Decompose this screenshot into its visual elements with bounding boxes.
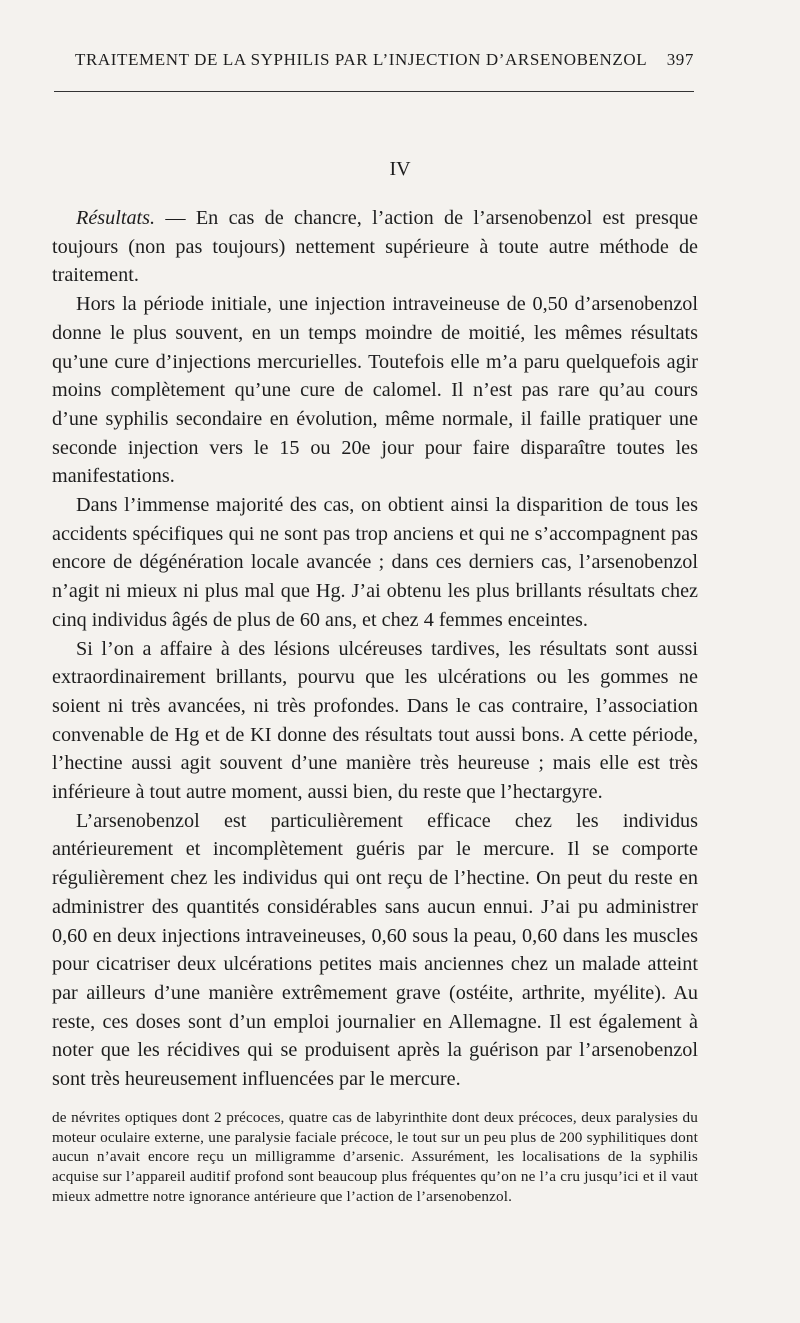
paragraph-late-lesions: Si l’on a affaire à des lésions ulcéreuses tardives, les résultats sont aussi extraordinairement brillants, pourvu que les ulcérations ou les gommes ne soient ni très avancées, ni très profondes. Dans le cas contraire, l’association convenable de Hg et de KI donne des résultats tout aussi bons. A cette période, l’hectine aussi agit souvent d’une manière très heureuse ; mais elle est très inférieure à tout autre moment, aussi bien, du reste que l’hectargyre. [52,637,698,804]
header-rule [54,91,694,92]
footnote [52,1108,698,1207]
section-number: IV [389,158,411,180]
footnote-text: de névrites optiques dont 2 précoces, quatre cas de labyrinthite dont deux précoces, deux paralysies du moteur oculaire externe, une paralysie faciale précoce, le tout sur un peu plus de 200 syphilitiques dont aucun n’avait encore reçu un milligramme d’arsenic. Assurément, les localisations de la syphilis acquise sur l’appareil auditif profond sont beaucoup plus fréquentes qu’on ne l’a cru jusqu’ici et il vaut mieux admettre notre ignorance antérieure que l’action de l’arsenobenzol. [52,1109,698,1205]
paragraph-majority: Dans l’immense majorité des cas, on obtient ainsi la disparition de tous les accidents spécifiques qui ne sont pas trop anciens et qui ne s’accompagnent pas encore de dégénération locale avancée ; dans ces derniers cas, l’arsenobenzol n’agit ni mieux ni plus mal que Hg. J’ai obtenu les plus brillants résultats chez cinq individus âgés de plus de 60 ans, et chez 4 femmes enceintes. [52,494,698,631]
paragraph-results [52,204,698,290]
paragraph-results-text: — En cas de chancre, l’action de l’arsenobenzol est presque toujours (non pas toujours) nettement supérieure à toute autre méthode de traitement. [52,207,698,287]
paragraph-initial-period: Hors la période initiale, une injection intraveineuse de 0,50 d’arsenobenzol donne le plus souvent, en un temps moindre de moitié, les mêmes résultats qu’une cure d’injections mercurielles. Toutefois elle m’a paru quelquefois agir moins complètement qu’une cure de calomel. Il n’est pas rare qu’au cours d’une syphilis secondaire en évolution, même normale, il faille pratiquer une seconde injection vers le 15 ou 20e jour pour faire disparaître toutes les manifestations. [52,293,698,488]
paragraph-efficacy: L’arsenobenzol est particulièrement efficace chez les individus antérieurement et incomplètement guéris par le mercure. Il se comporte régulièrement chez les individus qui ont reçu de l’hectine. On peut du reste en administrer des quantités considérables sans aucun ennui. J’ai pu administrer 0,60 en deux injections intraveineuses, 0,60 sous la peau, 0,60 dans les muscles pour cicatriser deux ulcérations petites mais anciennes chez un malade atteint par ailleurs d’une manière extrêmement grave (ostéite, arthrite, myélite). Au reste, ces doses sont d’un emploi journalier en Allemagne. Il est également à noter que les récidives qui se produisent après la guérison par l’arsenobenzol sont très heureusement influencées par le mercure. [52,809,698,1091]
page-number: 397 [666,50,694,69]
paragraph-lead: Résultats. [76,207,156,229]
running-header [75,50,694,70]
running-title: TRAITEMENT DE LA SYPHILIS PAR L’INJECTION D’ARSENOBENZOL [75,50,648,69]
main-text [52,204,698,1094]
